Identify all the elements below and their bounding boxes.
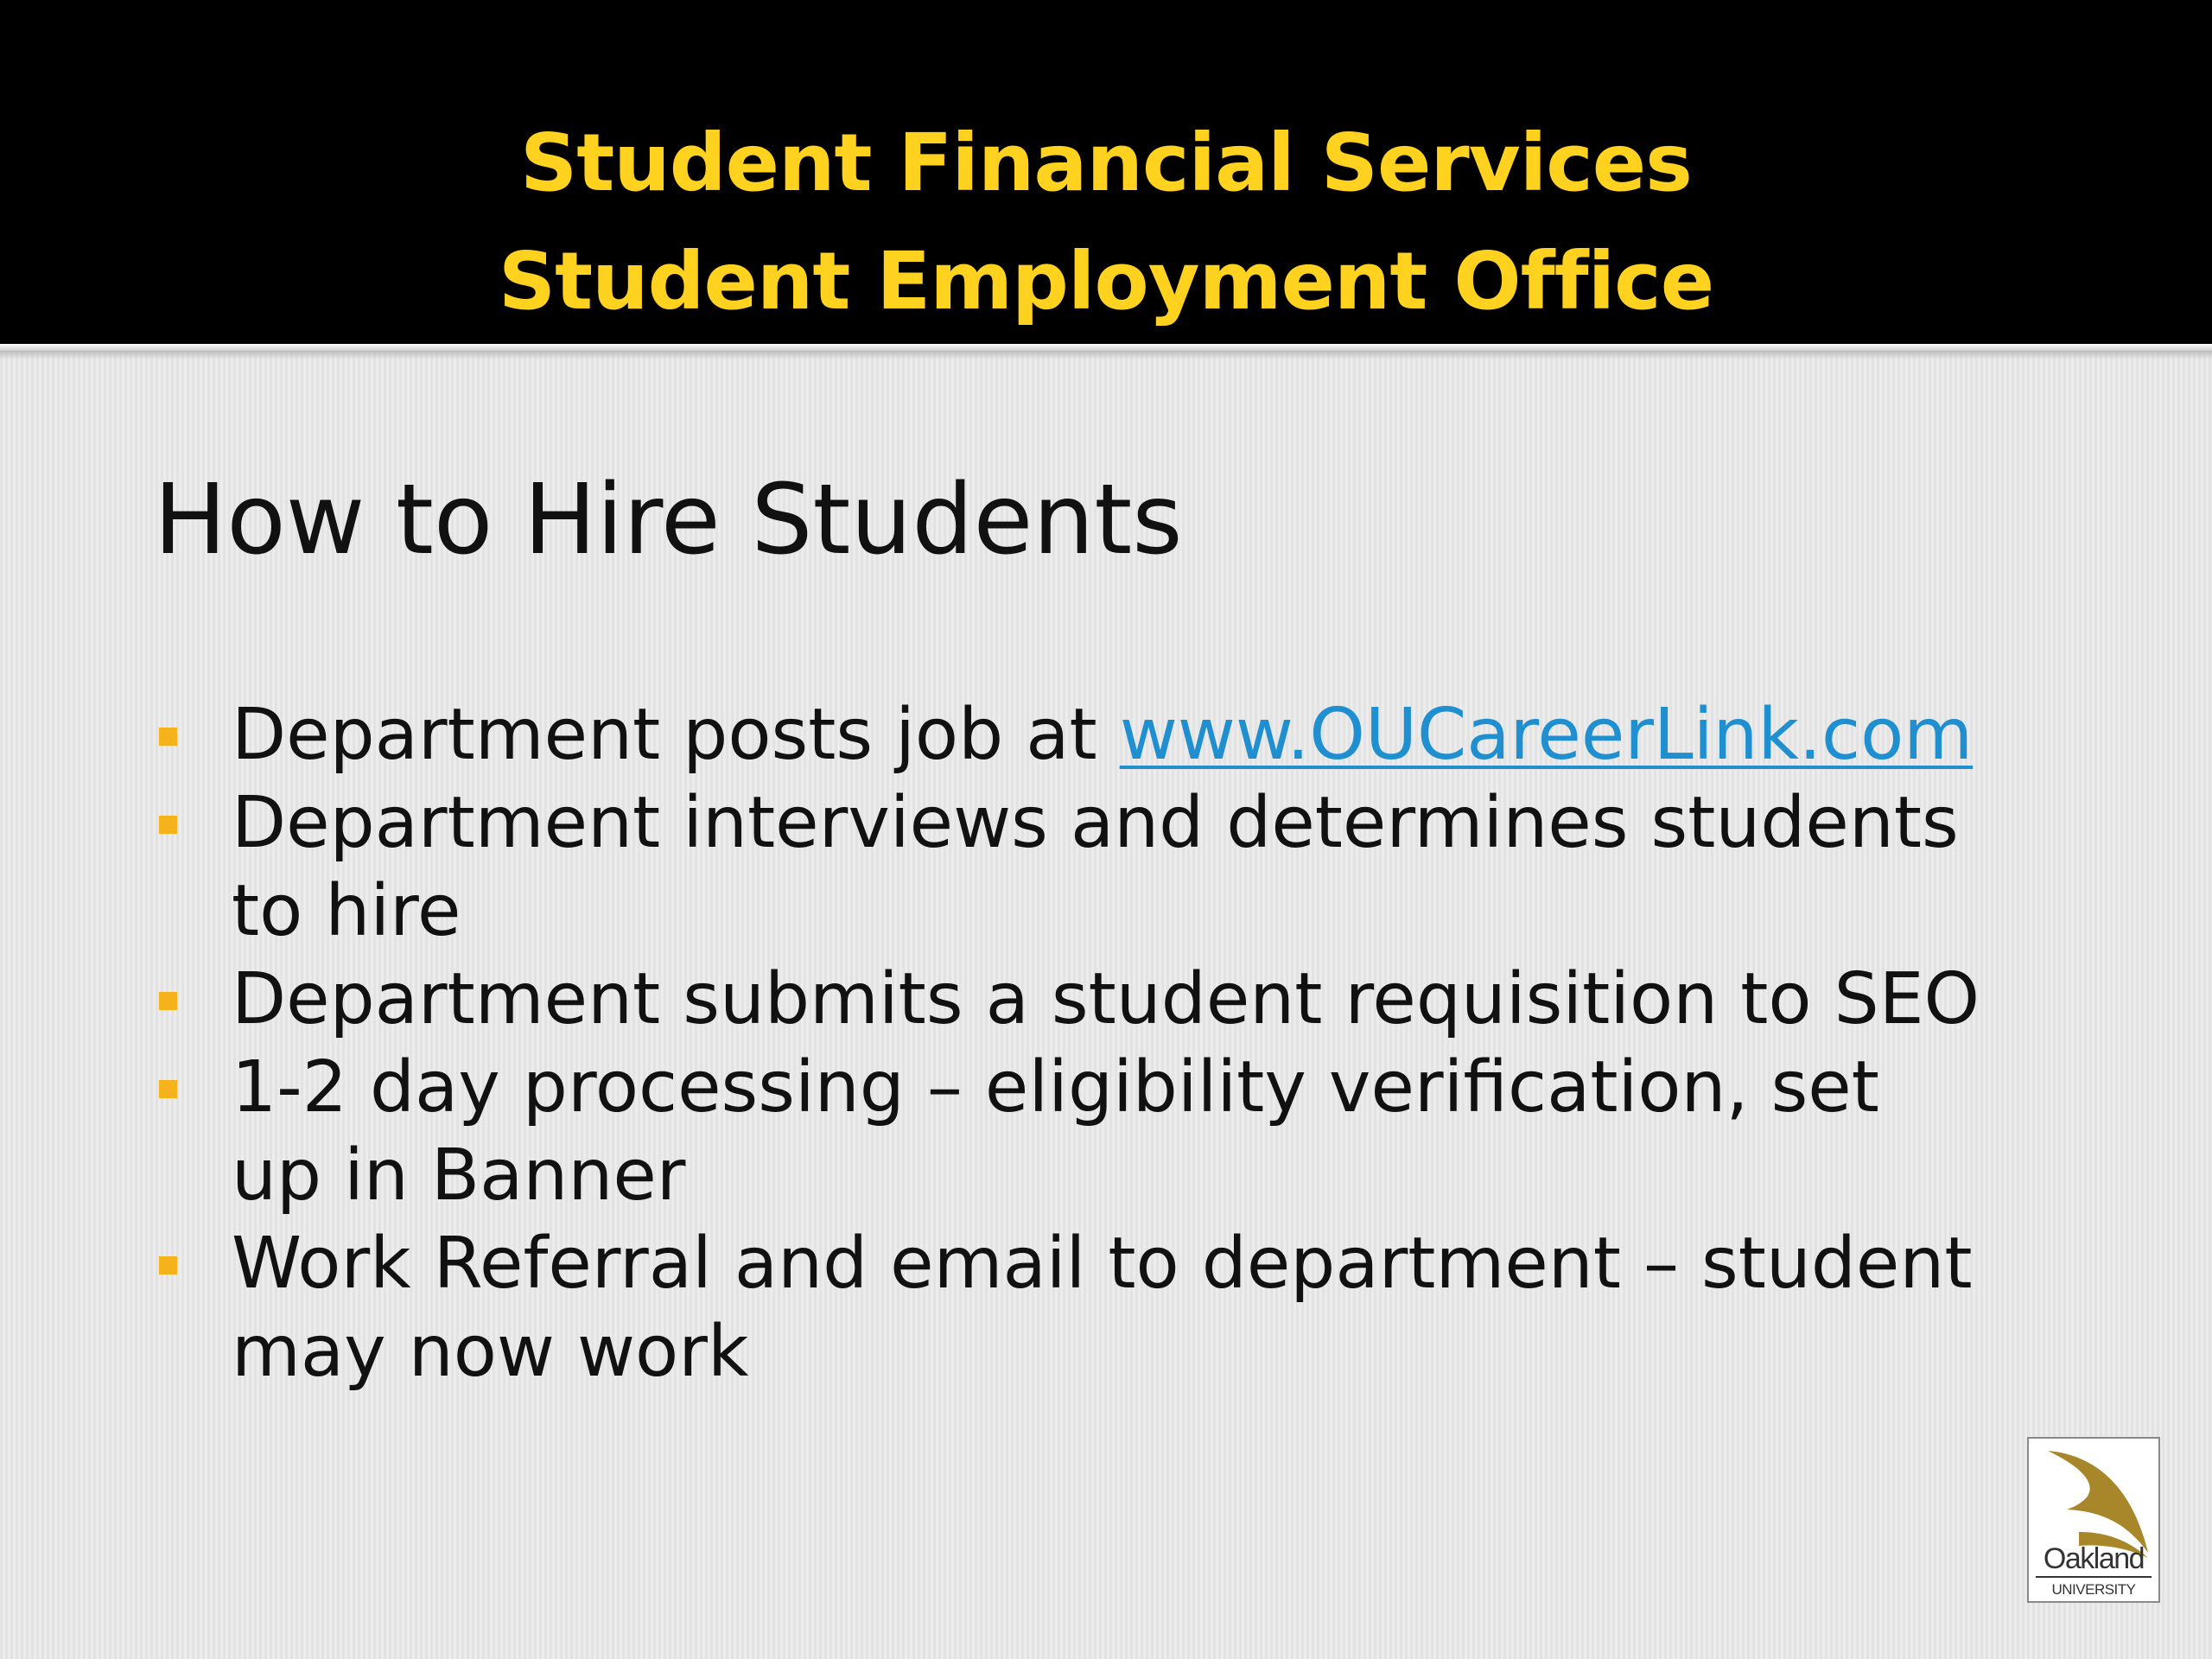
slide-heading: How to Hire Students: [154, 464, 1183, 576]
header-shadow: [0, 351, 2212, 359]
square-bullet-icon: [159, 816, 177, 834]
bullet-text: Department interviews and determines students: [232, 782, 1959, 864]
logo-subtitle: UNIVERSITY: [2051, 1581, 2136, 1598]
header-title-line-2: Student Employment Office: [498, 235, 1714, 327]
careerlink-link[interactable]: www.OUCareerLink.com: [1119, 694, 1974, 776]
square-bullet-icon: [159, 992, 177, 1010]
bullet-text-continued: may now work: [232, 1311, 749, 1393]
bullet-item-work-referral: [156, 1220, 2074, 1396]
logo-name: Oakland: [2043, 1542, 2145, 1575]
bullet-text: Department submits a student requisition to SEO: [232, 958, 1980, 1040]
bullet-item-post-job: [156, 691, 2074, 779]
header-title-line-1: Student Financial Services: [520, 117, 1692, 209]
bullet-item-requisition: [156, 956, 2074, 1044]
bullet-text: Department posts job at: [232, 694, 1120, 776]
bullet-text: Work Referral and email to department – student: [232, 1223, 1973, 1305]
oakland-university-logo: [2027, 1437, 2160, 1603]
bullet-list: [156, 691, 2074, 1396]
oakland-logo-mark-icon: [2029, 1439, 2158, 1601]
square-bullet-icon: [159, 728, 177, 746]
bullet-text: 1-2 day processing – eligibility verification, set: [232, 1046, 1879, 1128]
square-bullet-icon: [159, 1256, 177, 1274]
bullet-text-continued: to hire: [232, 870, 461, 952]
bullet-item-interviews: [156, 779, 2074, 956]
bullet-text-continued: up in Banner: [232, 1135, 686, 1217]
header-divider: [0, 344, 2212, 351]
square-bullet-icon: [159, 1080, 177, 1098]
bullet-item-processing: [156, 1044, 2074, 1220]
